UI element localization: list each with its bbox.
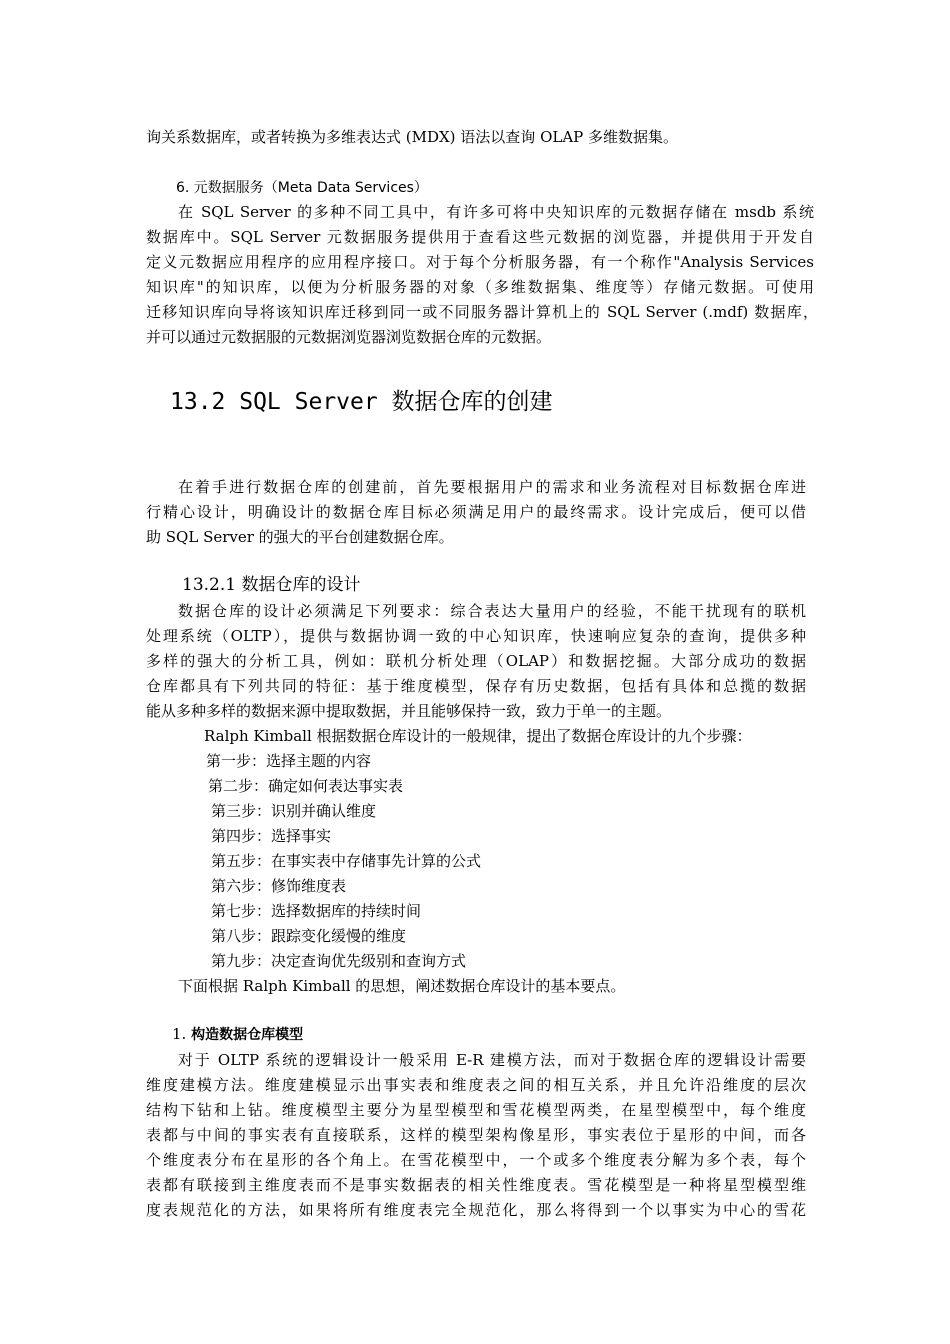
paragraph-line: 表都与中间的事实表有直接联系，这样的模型架构像星形，事实表位于星形的中间，而各: [146, 1126, 806, 1144]
step-item: 第二步：确定如何表达事实表: [208, 777, 404, 795]
paragraph-line: 迁移知识库向导将该知识库迁移到同一或不同服务器计算机上的 SQL Server (.mdf) 数据库，: [146, 303, 818, 321]
paragraph-line: 行精心设计，明确设计的数据仓库目标必须满足用户的最终需求。设计完成后，便可以借: [146, 503, 806, 521]
step-item: 第六步：修饰维度表: [211, 877, 347, 895]
section-title: 13.2.1 数据仓库的设计: [182, 575, 361, 595]
chapter-title: 13.2 SQL Server 数据仓库的创建: [170, 389, 553, 415]
paragraph-line: 数据库中。SQL Server 元数据服务提供用于查看这些元数据的浏览器，并提供用于开发自: [146, 228, 814, 246]
paragraph-line: 结构下钻和上钻。维度模型主要分为星型模型和雪花模型两类，在星型模型中，每个维度: [146, 1101, 806, 1119]
paragraph-line: 处理系统（OLTP），提供与数据协调一致的中心知识库，快速响应复杂的查询，提供多种: [146, 627, 806, 645]
paragraph-line: 在 SQL Server 的多种不同工具中，有许多可将中央知识库的元数据存储在 msdb 系统: [178, 203, 814, 221]
paragraph-line: 仓库都具有下列共同的特征：基于维度模型，保存有历史数据，包括有具体和总揽的数据: [146, 677, 806, 695]
paragraph-line: 定义元数据应用程序的应用程序接口。对于每个分析服务器，有一个称作"Analysis Services: [146, 253, 814, 271]
meta-section-heading: 6. 元数据服务（Meta Data Services）: [176, 180, 428, 196]
step-item: 第九步：决定查询优先级别和查询方式: [211, 952, 467, 970]
paragraph-line: 知识库"的知识库，以便为分析服务器的对象（多维数据集、维度等）存储元数据。可使用: [146, 278, 814, 296]
paragraph-line: 多样的强大的分析工具，例如：联机分析处理（OLAP）和数据挖掘。大部分成功的数据: [146, 652, 806, 670]
model-section-heading: [172, 1022, 303, 1048]
section-number: 1.: [172, 1025, 187, 1043]
paragraph-line: 数据仓库的设计必须满足下列要求：综合表达大量用户的经验，不能干扰现有的联机: [178, 602, 806, 620]
step-item: 第一步：选择主题的内容: [206, 752, 372, 770]
kimball-intro-line: Ralph Kimball 根据数据仓库设计的一般规律，提出了数据仓库设计的九个步骤：: [204, 727, 752, 745]
paragraph-line: 在着手进行数据仓库的创建前，首先要根据用户的需求和业务流程对目标数据仓库进: [178, 478, 806, 496]
step-item: 第七步：选择数据库的持续时间: [211, 902, 422, 920]
paragraph-line: 助 SQL Server 的强大的平台创建数据仓库。: [146, 528, 454, 546]
top-fragment-line: 询关系数据库，或者转换为多维表达式 (MDX) 语法以查询 OLAP 多维数据集。: [146, 128, 679, 146]
model-section-title: 构造数据仓库模型: [191, 1027, 304, 1043]
paragraph-line: 能从多种多样的数据来源中提取数据，并且能够保持一致，致力于单一的主题。: [146, 702, 672, 720]
paragraph-line: 对于 OLTP 系统的逻辑设计一般采用 E-R 建模方法，而对于数据仓库的逻辑设计需要: [178, 1051, 806, 1069]
paragraph-line: 个维度表分布在星形的各个角上。在雪花模型中，一个或多个维度表分解为多个表，每个: [146, 1151, 806, 1169]
outro-line: 下面根据 Ralph Kimball 的思想，阐述数据仓库设计的基本要点。: [178, 977, 626, 995]
paragraph-line: 维度建模方法。维度建模显示出事实表和维度表之间的相互关系，并且允许沿维度的层次: [146, 1076, 806, 1094]
step-item: 第八步：跟踪变化缓慢的维度: [211, 927, 407, 945]
step-item: 第五步：在事实表中存储事先计算的公式: [211, 852, 482, 870]
paragraph-line: 度表规范化的方法，如果将所有维度表完全规范化，那么将得到一个以事实为中心的雪花: [146, 1201, 806, 1219]
paragraph-line: 表都有联接到主维度表而不是事实数据表的相关性维度表。雪花模型是一种将星型模型维: [146, 1176, 806, 1194]
step-item: 第四步：选择事实: [211, 827, 332, 845]
step-item: 第三步：识别并确认维度: [211, 802, 377, 820]
paragraph-line: 并可以通过元数据服的元数据浏览器浏览数据仓库的元数据。: [146, 328, 552, 346]
